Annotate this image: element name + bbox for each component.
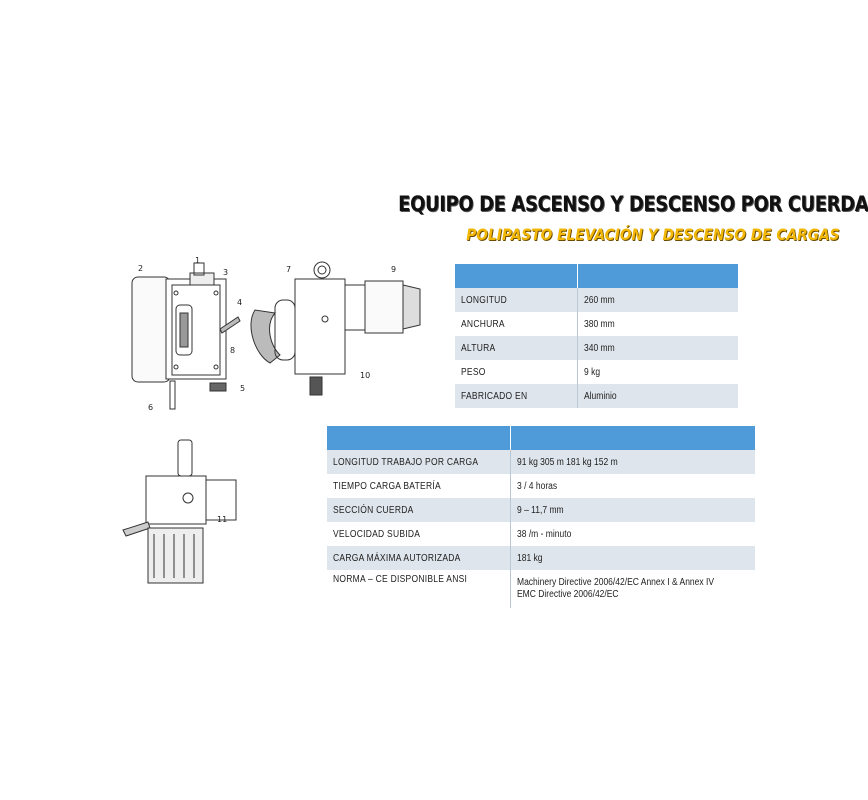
callout-11: 11 [217, 515, 228, 524]
callout-3: 3 [223, 268, 229, 277]
row-value: 340 mm [584, 342, 615, 354]
table-header [327, 426, 755, 450]
row-value: 181 kg [516, 552, 543, 564]
callout-6: 6 [148, 403, 154, 412]
table-row [327, 450, 755, 474]
row-value: 9 – 11,7 mm [516, 504, 564, 516]
row-label: LONGITUD TRABAJO POR CARGA [333, 456, 479, 468]
row-label: ANCHURA [461, 318, 505, 330]
bottom-view-drawing [118, 438, 248, 588]
callout-4: 4 [237, 298, 243, 307]
row-label: PESO [461, 366, 486, 378]
callout-1: 1 [195, 256, 201, 265]
table-row [455, 312, 738, 336]
table-row [327, 498, 755, 522]
row-label: ALTURA [461, 342, 496, 354]
row-label: CARGA MÁXIMA AUTORIZADA [333, 552, 461, 564]
table-row [455, 360, 738, 384]
table-row [455, 384, 738, 408]
row-label: SECCIÓN CUERDA [333, 504, 414, 516]
performance-table [327, 426, 755, 608]
row-value: 380 mm [584, 318, 615, 330]
table-row [327, 522, 755, 546]
page-title: EQUIPO DE ASCENSO Y DESCENSO POR CUERDA [398, 192, 868, 216]
callout-8: 8 [230, 346, 236, 355]
callout-10: 10 [360, 371, 371, 380]
row-label: FABRICADO EN [461, 390, 528, 402]
dimensions-table [455, 264, 738, 408]
table-header [455, 264, 738, 288]
row-label: NORMA – CE DISPONIBLE ANSI [333, 574, 468, 585]
callout-2: 2 [138, 264, 144, 273]
table-row [327, 546, 755, 570]
row-label: VELOCIDAD SUBIDA [333, 528, 421, 540]
row-label: TIEMPO CARGA BATERÍA [333, 480, 441, 492]
row-value: 3 / 4 horas [516, 480, 558, 492]
callout-9: 9 [391, 265, 397, 274]
row-value: Machinery Directive 2006/42/EC Annex I & Annex IV [516, 577, 715, 588]
table-row [327, 474, 755, 498]
table-row [327, 570, 755, 608]
row-value: Aluminio [584, 390, 617, 402]
row-value-secondary: EMC Directive 2006/42/EC [516, 589, 619, 600]
callout-7: 7 [286, 265, 292, 274]
table-row [455, 288, 738, 312]
table-row [455, 336, 738, 360]
page-subtitle: POLIPASTO ELEVACIÓN Y DESCENSO DE CARGAS [466, 225, 840, 244]
row-value: 38 /m - minuto [516, 528, 572, 540]
row-value: 260 mm [584, 294, 615, 306]
side-view-drawing [245, 255, 445, 405]
row-value: 91 kg 305 m 181 kg 152 m [516, 456, 618, 468]
row-label: LONGITUD [461, 294, 507, 306]
row-value: 9 kg [584, 366, 601, 378]
callout-5: 5 [240, 384, 246, 393]
